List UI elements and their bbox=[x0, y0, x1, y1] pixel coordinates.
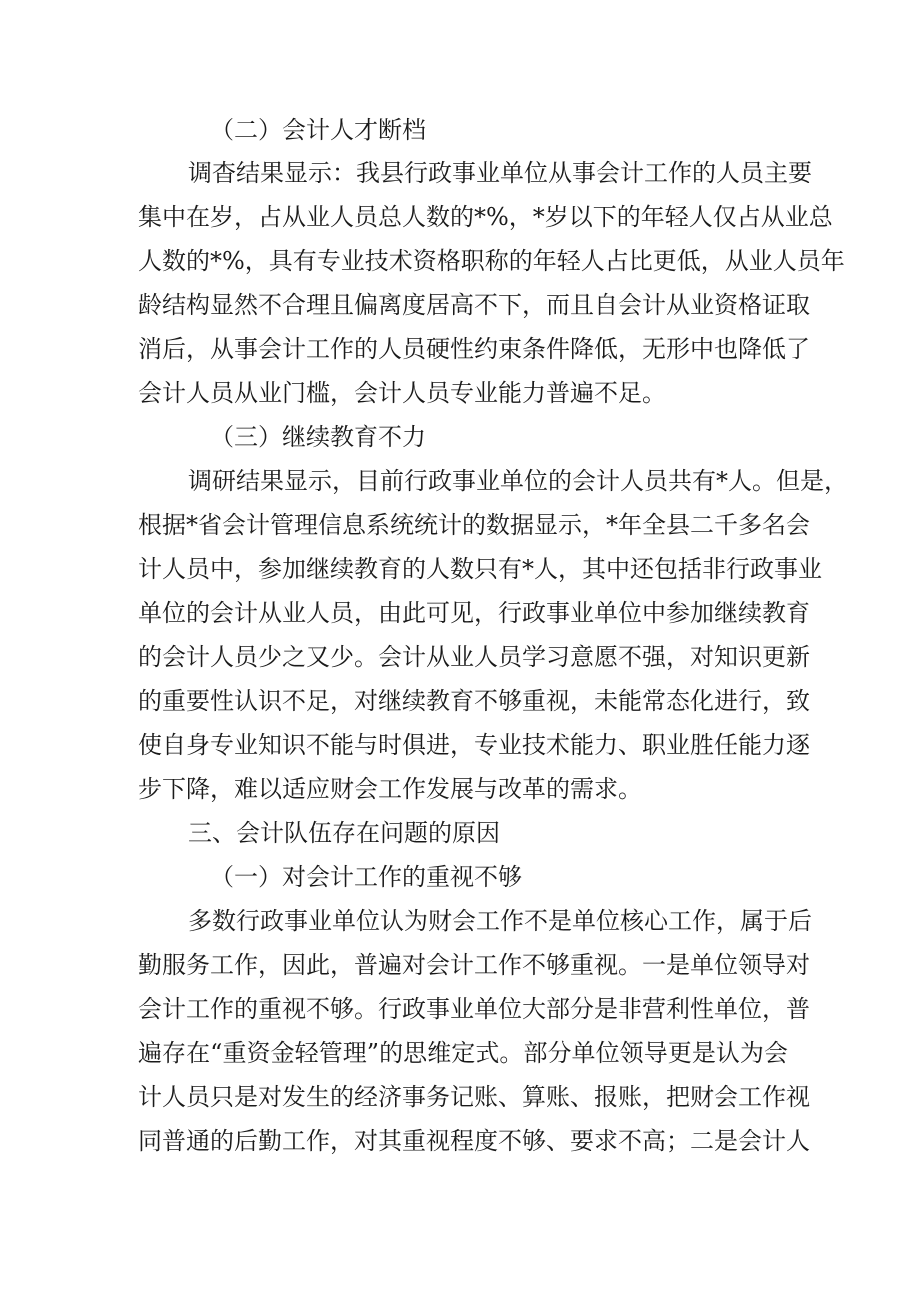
paragraph-line: 计人员中，参加继续教育的人数只有*人，其中还包括非行政事业 bbox=[138, 555, 822, 583]
paragraph-line: 同普通的后勤工作，对其重视程度不够、要求不高；二是会计人 bbox=[138, 1127, 810, 1155]
paragraph-line: 计人员只是对发生的经济事务记账、算账、报账，把财会工作视 bbox=[138, 1083, 810, 1111]
paragraph-line: 的重要性认识不足，对继续教育不够重视，未能常态化进行，致 bbox=[138, 687, 810, 715]
paragraph-line: 龄结构显然不合理且偏离度居高不下，而且自会计从业资格证取 bbox=[138, 291, 810, 319]
paragraph-line: 单位的会计从业人员，由此可见，行政事业单位中参加继续教育 bbox=[138, 599, 810, 627]
paragraph-line: 遍存在“重资金轻管理”的思维定式。部分单位领导更是认为会 bbox=[138, 1039, 788, 1067]
paragraph-line: 勤服务工作，因此，普遍对会计工作不够重视。一是单位领导对 bbox=[138, 951, 810, 979]
paragraph-line: 调杳结果显示：我县行政事业单位从事会计工作的人员主要 bbox=[188, 159, 812, 187]
paragraph-line: 多数行政事业单位认为财会工作不是单位核心工作，属于后 bbox=[188, 907, 812, 935]
subheading-talent-gap: （二）会计人才断档 bbox=[210, 116, 426, 144]
paragraph-line: 会计人员从业门槛，会计人员专业能力普遍不足。 bbox=[138, 379, 666, 407]
paragraph-line: 调研结果显示，目前行政事业单位的会计人员共有*人。但是， bbox=[188, 467, 848, 495]
paragraph-line: 使自身专业知识不能与时俱进，专业技术能力、职业胜任能力逐 bbox=[138, 731, 810, 759]
subheading-continuing-education: （三）继续教育不力 bbox=[210, 423, 426, 451]
paragraph-line: 步下降，难以适应财会工作发展与改革的需求。 bbox=[138, 775, 642, 803]
paragraph-line: 人数的*%，具有专业技术资格职称的年轻人占比更低，从业人员年 bbox=[138, 247, 845, 275]
section-heading-causes: 三、会计队伍存在问题的原因 bbox=[188, 819, 500, 847]
paragraph-line: 会计工作的重视不够。行政事业单位大部分是非营利性单位，普 bbox=[138, 995, 810, 1023]
paragraph-line: 的会计人员少之又少。会计从业人员学习意愿不强，对知识更新 bbox=[138, 643, 810, 671]
paragraph-line: 集中在岁，占从业人员总人数的*%，*岁以下的年轻人仅占从业总 bbox=[138, 203, 833, 231]
paragraph-line: 消后，从事会计工作的人员硬性约束条件降低，无形中也降低了 bbox=[138, 335, 810, 363]
paragraph-line: 根据*省会计管理信息系统统计的数据显示，*年全县二千多名会 bbox=[138, 511, 810, 539]
subheading-insufficient-attention: （一）对会计工作的重视不够 bbox=[210, 863, 522, 891]
